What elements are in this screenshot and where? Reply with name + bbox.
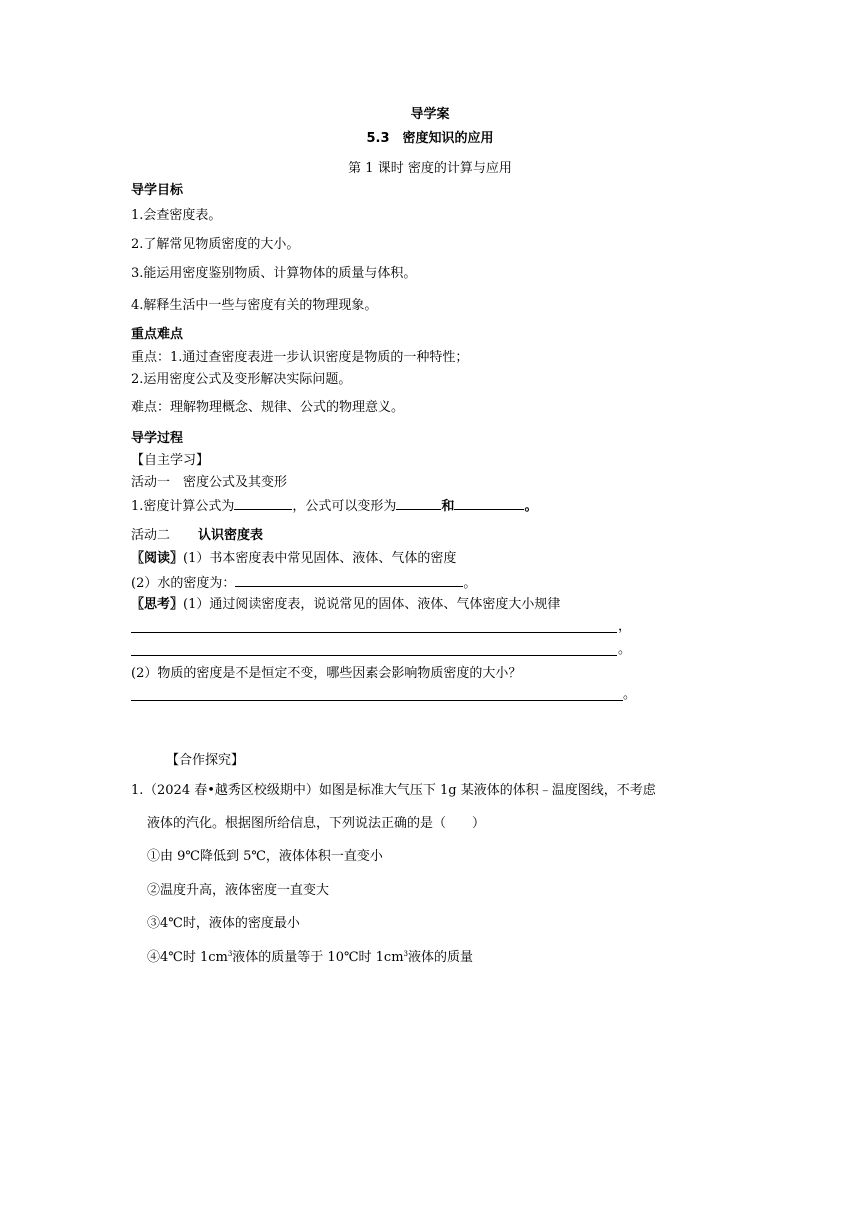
read-line-2	[131, 573, 476, 593]
period-text: 。	[524, 499, 538, 514]
option-text: ④4℃时 1cm	[147, 950, 228, 965]
question-text: 液体的汽化。根据图所给信息，下列说法正确的是（ ）	[147, 816, 486, 831]
activity-2-label: 活动二	[131, 528, 171, 543]
question-text: （2024 春•越秀区校级期中）如图是标准大气压下 1g 某液体的体积﹣温度图线，不考虑	[144, 783, 656, 798]
answer-line[interactable]	[131, 655, 617, 656]
question-number: 1.	[131, 783, 144, 798]
think-label: 〖思考〗	[131, 597, 184, 612]
period-text: 。	[463, 576, 477, 591]
answer-blank-variant-1[interactable]	[396, 496, 441, 510]
option-text: 液体的质量	[408, 950, 474, 965]
key-points-heading: 重点难点	[131, 327, 184, 342]
think-line-1	[131, 596, 560, 614]
option-3: ③4℃时，液体的密度最小	[147, 916, 300, 931]
question-text: ，公式可以变形为	[292, 499, 397, 514]
read-text: (1）书本密度表中常见固体、液体、气体的密度	[183, 551, 457, 566]
lesson-title: 5.3 密度知识的应用	[366, 131, 494, 146]
comma-text: ，	[618, 619, 632, 634]
answer-line[interactable]	[131, 632, 617, 633]
and-text: 和	[441, 499, 455, 514]
document-title: 导学案	[410, 107, 450, 122]
objective-item: 4.解释生活中一些与密度有关的物理现象。	[131, 298, 378, 313]
read-label: 〖阅读〗	[131, 551, 184, 566]
focus-line-1: 重点：1.通过查密度表进一步认识密度是物质的一种特性；	[131, 350, 469, 365]
activity-1-title: 活动一 密度公式及其变形	[131, 475, 288, 490]
focus-line-2: 2.运用密度公式及变形解决实际问题。	[131, 372, 352, 387]
think-text: (1）通过阅读密度表，说说常见的固体、液体、气体密度大小规律	[183, 597, 561, 612]
option-text: 液体的质量等于 10℃时 1cm	[232, 950, 404, 965]
option-2: ②温度升高，液体密度一直变大	[147, 883, 330, 898]
activity-2-title: 认识密度表	[198, 528, 264, 543]
superscript: 3	[227, 950, 233, 958]
coop-heading: 【合作探究】	[166, 753, 245, 768]
read-line-1	[131, 550, 456, 568]
question-text: 1.密度计算公式为	[131, 499, 235, 514]
option-1: ①由 9℃降低到 5℃，液体体积一直变小	[147, 849, 383, 864]
lesson-subtitle: 第 1 课时 密度的计算与应用	[348, 161, 512, 176]
objective-item: 3.能运用密度鉴别物质、计算物体的质量与体积。	[131, 266, 417, 281]
difficulty-line: 难点：理解物理概念、规律、公式的物理意义。	[131, 400, 405, 415]
period-text: 。	[618, 642, 632, 657]
objective-item: 2.了解常见物质密度的大小。	[131, 237, 300, 252]
think-line-2: (2）物质的密度是不是恒定不变，哪些因素会影响物质密度的大小？	[131, 666, 522, 681]
activity-1-question	[131, 496, 537, 516]
process-heading: 导学过程	[131, 431, 184, 446]
answer-line[interactable]	[131, 700, 623, 701]
objectives-heading: 导学目标	[131, 183, 184, 198]
answer-blank-variant-2[interactable]	[454, 496, 524, 510]
answer-blank-water-density[interactable]	[235, 573, 463, 587]
self-study-heading: 【自主学习】	[131, 453, 210, 468]
period-text: 。	[623, 687, 637, 702]
answer-blank-formula[interactable]	[234, 496, 292, 510]
option-4	[147, 949, 473, 967]
superscript: 3	[403, 950, 408, 958]
objective-item: 1.会查密度表。	[131, 208, 222, 223]
read-text: (2）水的密度为：	[131, 576, 236, 591]
